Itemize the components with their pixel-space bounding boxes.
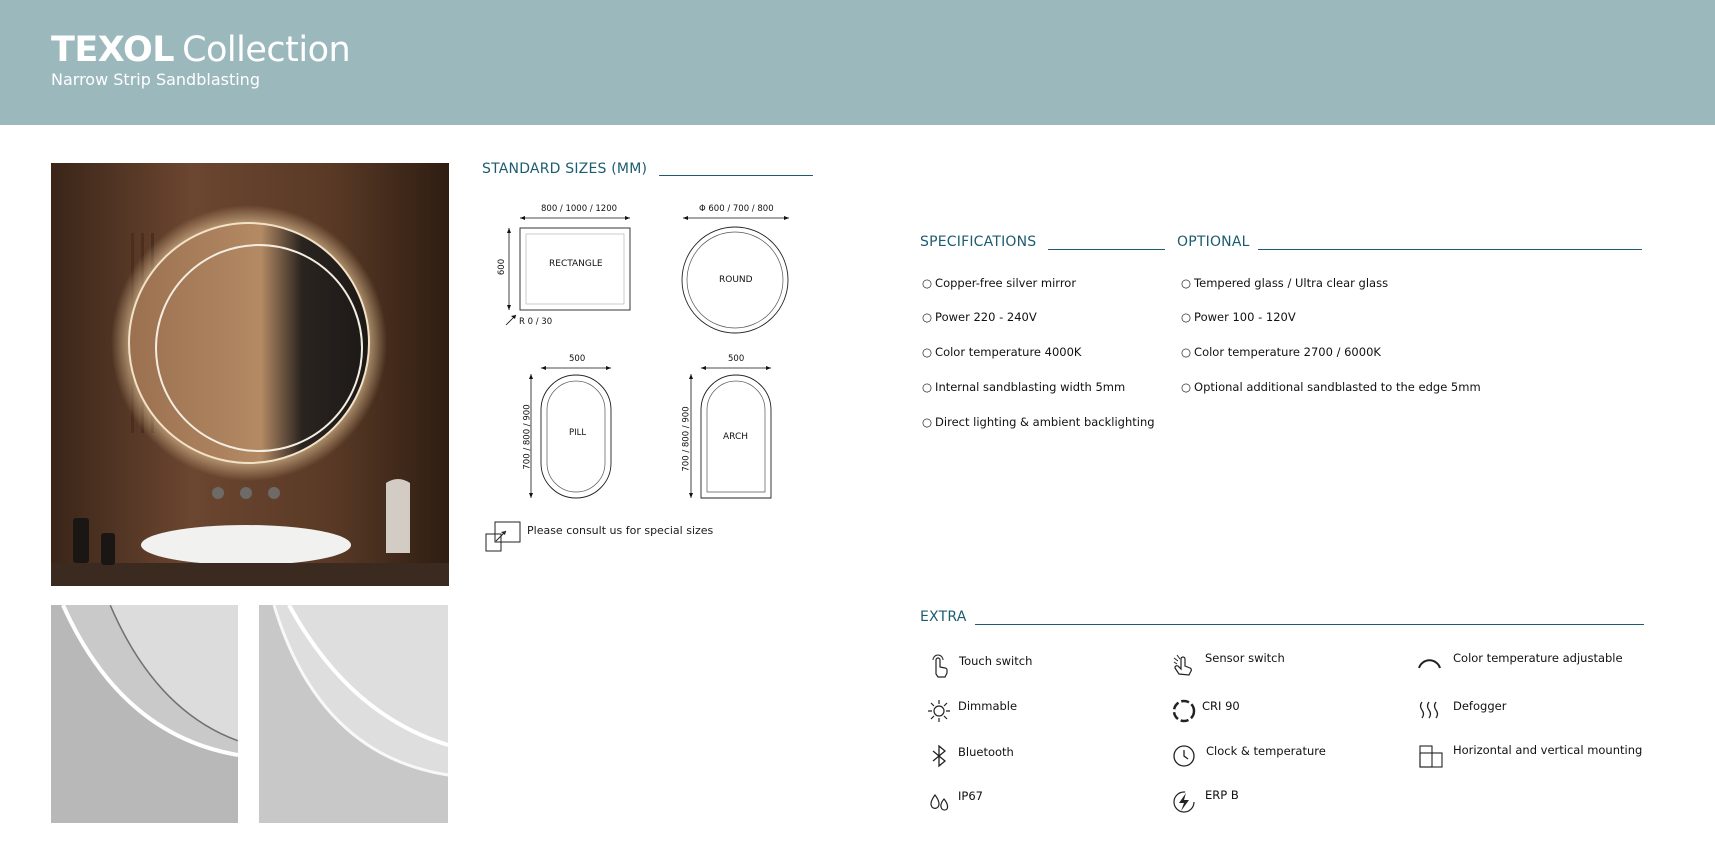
- round-diameter-dim: Φ 600 / 700 / 800: [699, 204, 774, 214]
- extra-sensor-switch: Sensor switch: [1205, 651, 1285, 665]
- optional-title: OPTIONAL: [1177, 234, 1250, 250]
- spec-item-text: Internal sandblasting width 5mm: [935, 380, 1126, 394]
- extra-rule: [975, 624, 1644, 625]
- arch-width-dim: 500: [728, 354, 745, 364]
- optional-item-text: Power 100 - 120V: [1194, 310, 1296, 324]
- standard-sizes-rule: [659, 175, 813, 176]
- spec-item: [922, 380, 1125, 394]
- optional-item-text: Tempered glass / Ultra clear glass: [1194, 276, 1389, 290]
- rectangle-shape-diagram: [500, 210, 635, 330]
- specifications-title: SPECIFICATIONS: [920, 234, 1037, 250]
- extra-clock-temperature: Clock & temperature: [1206, 744, 1326, 758]
- rectangle-label: RECTANGLE: [549, 259, 603, 269]
- spec-item-text: Power 220 - 240V: [935, 310, 1037, 324]
- product-photo-detail-2: [259, 605, 448, 823]
- special-sizes-note: Please consult us for special sizes: [527, 524, 714, 537]
- spec-bullet: ○: [922, 380, 933, 394]
- optional-item: [1181, 380, 1481, 394]
- brand-title: [51, 28, 350, 72]
- optional-bullet: ○: [1181, 276, 1192, 290]
- optional-rule: [1258, 249, 1642, 250]
- spec-item: [922, 345, 1081, 359]
- extra-defogger: Defogger: [1453, 699, 1507, 713]
- optional-item-text: Optional additional sandblasted to the edge 5mm: [1194, 380, 1481, 394]
- arch-shape-diagram: [685, 360, 775, 500]
- pill-label: PILL: [569, 428, 587, 438]
- arch-height-dim: 700 / 800 / 900: [681, 406, 692, 472]
- bluetooth-icon: [926, 743, 952, 769]
- arch-label: ARCH: [723, 432, 749, 442]
- optional-item-text: Color temperature 2700 / 6000K: [1194, 345, 1381, 359]
- spec-item: [922, 276, 1076, 290]
- subtitle: Narrow Strip Sandblasting: [51, 70, 260, 89]
- extra-cri: CRI 90: [1202, 699, 1240, 713]
- rectangle-height-dim: 600: [497, 258, 508, 276]
- collection-word: Collection: [182, 30, 351, 70]
- spec-bullet: ○: [922, 415, 933, 429]
- extra-mounting: Horizontal and vertical mounting: [1453, 743, 1643, 757]
- optional-item: [1181, 276, 1388, 290]
- standard-sizes-title: STANDARD SIZES (MM): [482, 161, 648, 177]
- extra-title: EXTRA: [920, 609, 967, 625]
- sensor-hand-icon: [1171, 652, 1197, 678]
- spec-item: [922, 415, 1155, 429]
- extra-color-temperature: Color temperature adjustable: [1453, 651, 1623, 665]
- product-photo-detail-1: [51, 605, 238, 823]
- spec-item-text: Direct lighting & ambient backlighting: [935, 415, 1155, 429]
- arc-icon: [1416, 652, 1442, 678]
- rectangle-radius-dim: R 0 / 30: [519, 317, 553, 327]
- extra-bluetooth: Bluetooth: [958, 745, 1014, 759]
- extra-touch-switch: Touch switch: [959, 654, 1033, 668]
- waves-icon: [1416, 698, 1442, 724]
- water-drops-icon: [926, 789, 952, 815]
- pill-width-dim: 500: [569, 354, 586, 364]
- optional-bullet: ○: [1181, 310, 1192, 324]
- extra-ip67: IP67: [958, 789, 983, 803]
- mounting-icon: [1418, 743, 1444, 769]
- spec-bullet: ○: [922, 276, 933, 290]
- touch-icon: [926, 652, 952, 678]
- spec-item-text: Color temperature 4000K: [935, 345, 1082, 359]
- optional-bullet: ○: [1181, 345, 1192, 359]
- extra-dimmable: Dimmable: [958, 699, 1018, 713]
- extra-erp: ERP B: [1205, 788, 1239, 802]
- cri-ring-icon: [1171, 698, 1197, 724]
- spec-item: [922, 310, 1037, 324]
- round-label: ROUND: [719, 275, 753, 285]
- spec-bullet: ○: [922, 310, 933, 324]
- optional-bullet: ○: [1181, 380, 1192, 394]
- clock-icon: [1171, 743, 1197, 769]
- brand-name: TEXOL: [51, 30, 175, 70]
- sun-icon: [926, 698, 952, 724]
- rectangle-width-dim: 800 / 1000 / 1200: [541, 204, 618, 214]
- optional-item: [1181, 345, 1381, 359]
- header-banner: [0, 0, 1715, 125]
- lightning-icon: [1171, 789, 1197, 815]
- optional-item: [1181, 310, 1296, 324]
- round-shape-diagram: [677, 210, 792, 335]
- product-photo-main: [51, 163, 449, 586]
- specifications-rule: [1048, 249, 1165, 250]
- spec-bullet: ○: [922, 345, 933, 359]
- pill-height-dim: 700 / 800 / 900: [522, 404, 533, 470]
- spec-item-text: Copper-free silver mirror: [935, 276, 1077, 290]
- special-size-icon: [484, 520, 522, 554]
